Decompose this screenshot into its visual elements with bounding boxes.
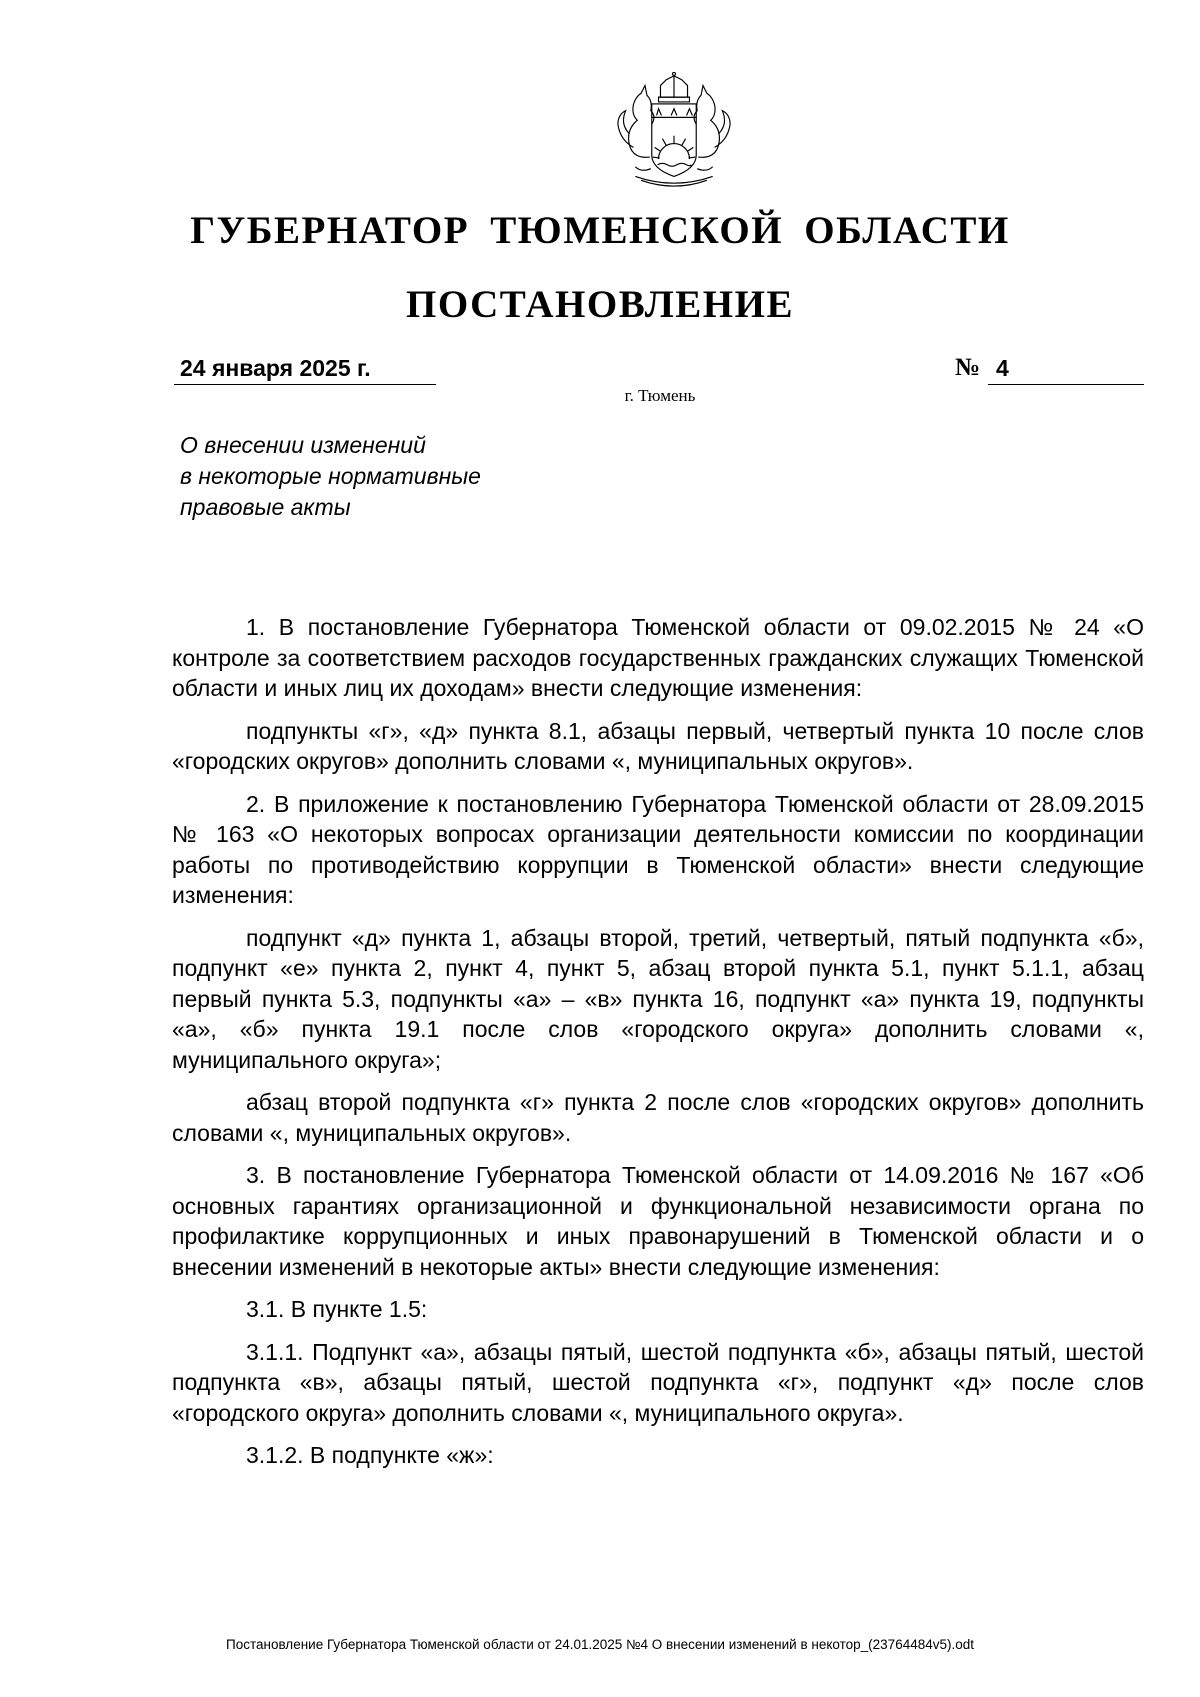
body-paragraph: абзац второй подпункта «г» пункта 2 после слов «городских округов» дополнить словами «, муниципальных округов». bbox=[172, 1089, 1144, 1146]
document-body bbox=[172, 612, 1144, 1483]
document-type: ПОСТАНОВЛЕНИЕ bbox=[405, 283, 794, 326]
body-paragraph: 2. В приложение к постановлению Губернатора Тюменской области от 28.09.2015 № 163 «О некоторых вопросах организации деятельности комиссии по координации работы по противодействию коррупции в Тюменской области» внести следующие изменения: bbox=[172, 790, 1144, 908]
body-paragraph: 1. В постановление Губернатора Тюменской области от 09.02.2015 № 24 «О контроле за соответствием расходов государственных гражданских служащих Тюменской области и иных лиц их доходам» внести следующие изменения: bbox=[172, 614, 1144, 701]
body-paragraph: подпункты «г», «д» пункта 8.1, абзацы первый, четвертый пункта 10 после слов «городских округов» дополнить словами «, муниципальных округов». bbox=[172, 717, 1144, 774]
number-sign: № bbox=[955, 354, 981, 381]
document-number: 4 bbox=[988, 354, 1144, 385]
subject-line: в некоторые нормативные bbox=[180, 463, 481, 489]
page-footer: Постановление Губернатора Тюменской области от 24.01.2025 №4 О внесении изменений в некотор_(23764484v5).odt bbox=[225, 1637, 975, 1652]
document-date: 24 января 2025 г. bbox=[174, 354, 436, 385]
document-city: г. Тюмень bbox=[624, 386, 696, 405]
body-paragraph: 3. В постановление Губернатора Тюменской области от 14.09.2016 № 167 «Об основных гарантиях организационной и функциональной независимости органа по профилактике коррупционных и иных правонарушений в Тюменской области и о внесении изменений в некоторые акты» внести следующие изменения: bbox=[172, 1162, 1144, 1280]
body-paragraph: 3.1.1. Подпункт «а», абзацы пятый, шестой подпункта «б», абзацы пятый, шестой подпункта «в», абзацы пятый, шестой подпункта «г», подпункт «д» после слов «городского округа» дополнить словами «, муниципального округа». bbox=[172, 1338, 1144, 1426]
body-paragraph: 3.1. В пункте 1.5: bbox=[246, 1296, 428, 1322]
document-subject bbox=[180, 430, 481, 523]
subject-line: правовые акты bbox=[180, 494, 351, 520]
body-paragraph: 3.1.2. В подпункте «ж»: bbox=[246, 1442, 494, 1468]
issuing-authority: ГУБЕРНАТОР ТЮМЕНСКОЙ ОБЛАСТИ bbox=[190, 209, 1010, 252]
coat-of-arms-icon bbox=[595, 72, 753, 188]
subject-line: О внесении изменений bbox=[180, 432, 426, 458]
body-paragraph: подпункт «д» пункта 1, абзацы второй, третий, четвертый, пятый подпункта «б», подпункт «е» пункта 2, пункт 4, пункт 5, абзац второй пункта 5.1, пункт 5.1.1, абзац первый пункта 5.3, подпункты «а» – «в» пункта 16, подпункт «а» пункта 19, подпункты «а», «б» пункта 19.1 после слов «городского округа» дополнить словами «, муниципального округа»; bbox=[172, 924, 1144, 1073]
